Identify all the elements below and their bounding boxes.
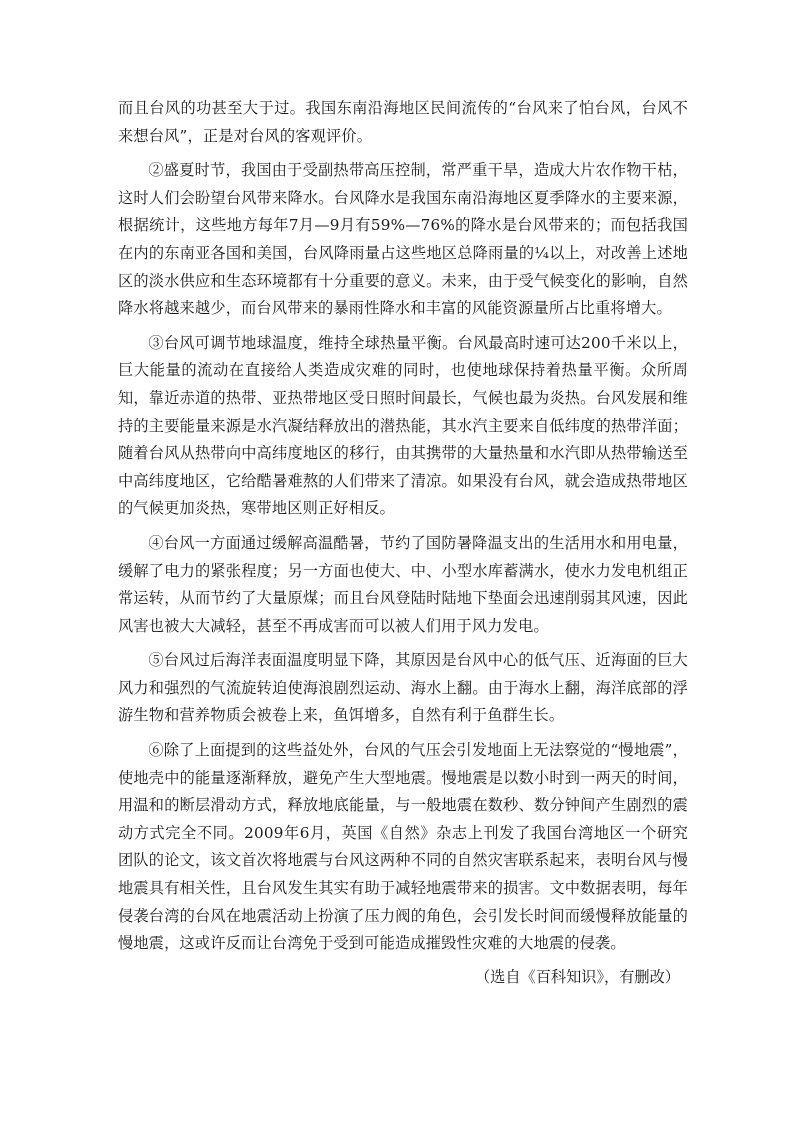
document-page	[118, 95, 688, 991]
paragraph-3: ③台风可调节地球温度，维持全球热量平衡。台风最高时速可达200千米以上，巨大能量的流动在直接给人类造成灾难的同时，也使地球保持着热量平衡。众所周知，靠近赤道的热带、亚热带地区受日照时间最长，气候也最为炎热。台风发展和维持的主要能量来源是水汽凝结释放出的潜热能，其水汽主要来自低纬度的热带洋面；随着台风从热带向中高纬度地区的移行，由其携带的大量热量和水汽即从热带输送至中高纬度地区，它给酷暑难熬的人们带来了清凉。如果没有台风，就会造成热带地区的气候更加炎热，寒带地区则正好相反。	[118, 333, 688, 518]
paragraph-2: ②盛夏时节，我国由于受副热带高压控制，常严重干旱，造成大片农作物干枯，这时人们会盼望台风带来降水。台风降水是我国东南沿海地区夏季降水的主要来源，根据统计，这些地方每年7月—9月有59%—76%的降水是台风带来的；而包括我国在内的东南亚各国和美国，台风降雨量占这些地区总降雨量的¼以上，对改善上述地区的淡水供应和生态环境都有十分重要的意义。未来，由于受气候变化的影响，自然降水将越来越少，而台风带来的暴雨性降水和丰富的风能资源量所占比重将增大。	[118, 161, 688, 318]
paragraph-5: ⑤台风过后海洋表面温度明显下降，其原因是台风中心的低气压、近海面的巨大风力和强烈的气流旋转迫使海浪剧烈运动、海水上翻。由于海水上翻，海洋底部的浮游生物和营养物质会被卷上来，鱼饵增多，自然有利于鱼群生长。	[118, 651, 688, 725]
paragraph-4: ④台风一方面通过缓解高温酷暑，节约了国防暑降温支出的生活用水和用电量，缓解了电力的紧张程度；另一方面也使大、中、小型水库蓄满水，使水力发电机组正常运转，从而节约了大量原煤；而且台风登陆时陆地下垫面会迅速削弱其风速，因此风害也被大大减轻，甚至不再成害而可以被人们用于风力发电。	[118, 533, 688, 635]
paragraph-6: ⑥除了上面提到的这些益处外，台风的气压会引发地面上无法察觉的“慢地震”，使地壳中的能量逐渐释放，避免产生大型地震。慢地震是以数小时到一两天的时间，用温和的断层滑动方式，释放地底能量，与一般地震在数秒、数分钟间产生剧烈的震动方式完全不同。2009年6月，英国《自然》杂志上刊发了我国台湾地区一个研究团队的论文，该文首次将地震与台风这两种不同的自然灾害联系起来，表明台风与慢地震具有相关性，且台风发生其实有助于减轻地震带来的损害。文中数据表明，每年侵袭台湾的台风在地震活动上扮演了压力阀的角色，会引发长时间而缓慢释放能量的慢地震，这或许反而让台湾免于受到可能造成摧毁性灾难的大地震的侵袭。	[118, 741, 688, 953]
paragraph-continuation: 而且台风的功甚至大于过。我国东南沿海地区民间流传的“台风来了怕台风，台风不来想台风”，正是对台风的客观评价。	[118, 99, 688, 145]
source-citation: （选自《百科知识》，有删改）	[474, 967, 680, 986]
